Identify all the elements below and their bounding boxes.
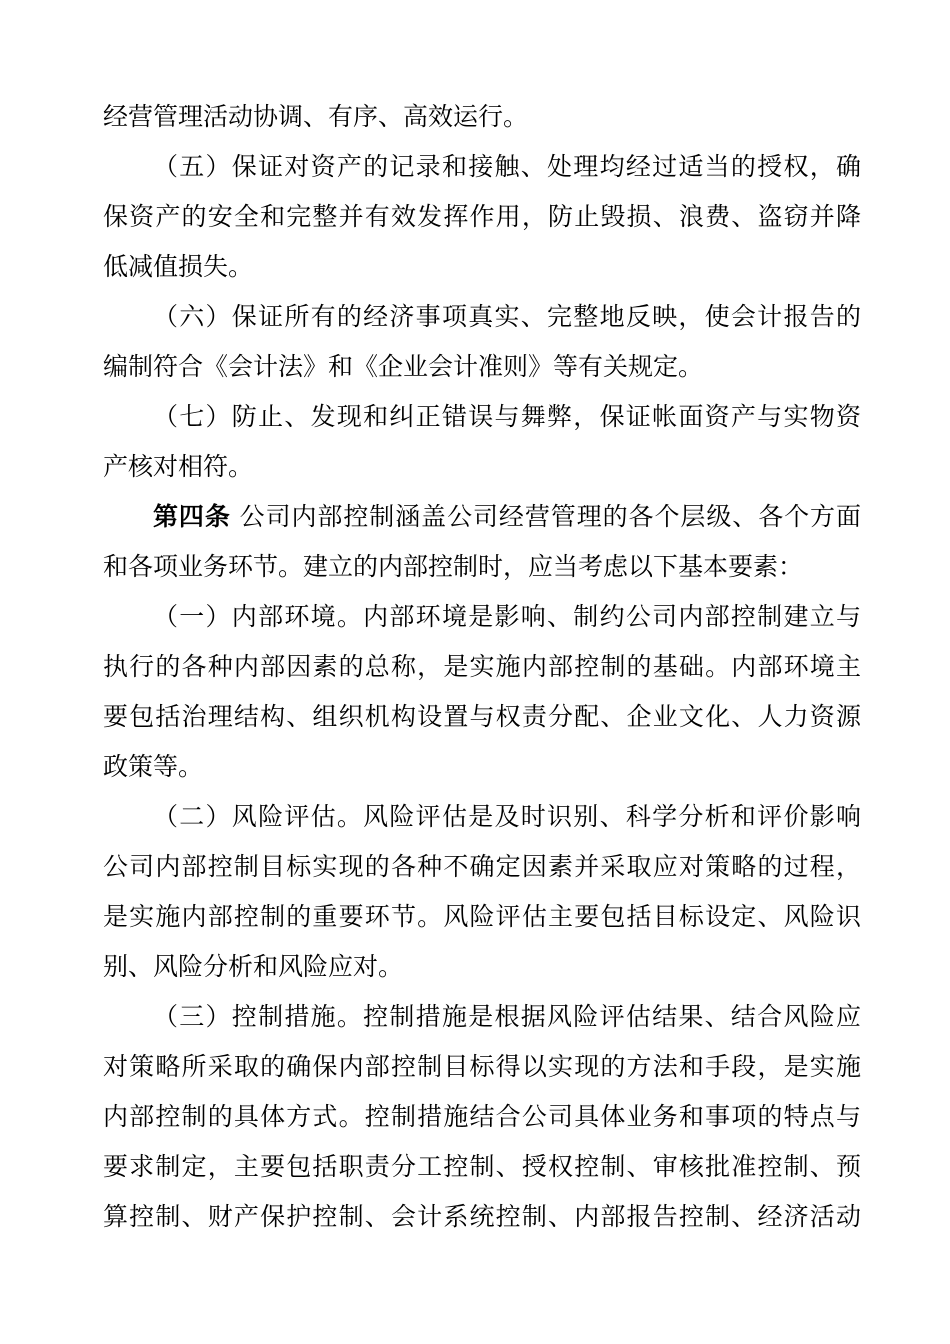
element-three-line-2: 对策略所采取的确保内部控制目标得以实现的方法和手段，是实施 (103, 1052, 861, 1081)
article-four-first-line-rest: 公司内部控制涵盖公司经营管理的各个层级、各个方面 (239, 502, 861, 531)
element-two-line-2: 公司内部控制目标实现的各种不确定因素并采取应对策略的过程， (103, 852, 861, 881)
element-three-line-3: 内部控制的具体方式。控制措施结合公司具体业务和事项的特点与 (103, 1102, 861, 1131)
element-one-line-3: 要包括治理结构、组织机构设置与权责分配、企业文化、人力资源 (103, 702, 861, 731)
element-one-line-1: （一）内部环境。内部环境是影响、制约公司内部控制建立与 (153, 602, 861, 631)
element-three-line-5: 算控制、财产保护控制、会计系统控制、内部报告控制、经济活动 (103, 1202, 861, 1231)
document-body (103, 92, 861, 1242)
clause-five-line-1: （五）保证对资产的记录和接触、处理均经过适当的授权，确 (153, 152, 861, 181)
clause-six-line-2: 编制符合《会计法》和《企业会计准则》等有关规定。 (103, 352, 704, 381)
article-four-label: 第四条 (153, 502, 231, 531)
clause-five-line-3: 低减值损失。 (103, 252, 254, 281)
article-four-first-line-text (231, 502, 240, 531)
paragraph-continuation-line: 经营管理活动协调、有序、高效运行。 (103, 102, 529, 131)
clause-six-line-1: （六）保证所有的经济事项真实、完整地反映，使会计报告的 (153, 302, 861, 331)
article-four-line-2: 和各项业务环节。建立的内部控制时，应当考虑以下基本要素： (103, 552, 804, 581)
element-two-line-3: 是实施内部控制的重要环节。风险评估主要包括目标设定、风险识 (103, 902, 861, 931)
element-two-line-1: （二）风险评估。风险评估是及时识别、科学分析和评价影响 (153, 802, 861, 831)
clause-five-line-2: 保资产的安全和完整并有效发挥作用，防止毁损、浪费、盗窃并降 (103, 202, 861, 231)
element-two-line-4: 别、风险分析和风险应对。 (103, 952, 404, 981)
element-one-line-4: 政策等。 (103, 752, 204, 781)
element-three-line-4: 要求制定，主要包括职责分工控制、授权控制、审核批准控制、预 (103, 1152, 861, 1181)
clause-seven-line-2: 产核对相符。 (103, 452, 254, 481)
element-three-line-1: （三）控制措施。控制措施是根据风险评估结果、结合风险应 (153, 1002, 861, 1031)
element-one-line-2: 执行的各种内部因素的总称，是实施内部控制的基础。内部环境主 (103, 652, 861, 681)
article-four-line-1 (103, 492, 861, 542)
clause-seven-line-1: （七）防止、发现和纠正错误与舞弊，保证帐面资产与实物资 (153, 402, 861, 431)
